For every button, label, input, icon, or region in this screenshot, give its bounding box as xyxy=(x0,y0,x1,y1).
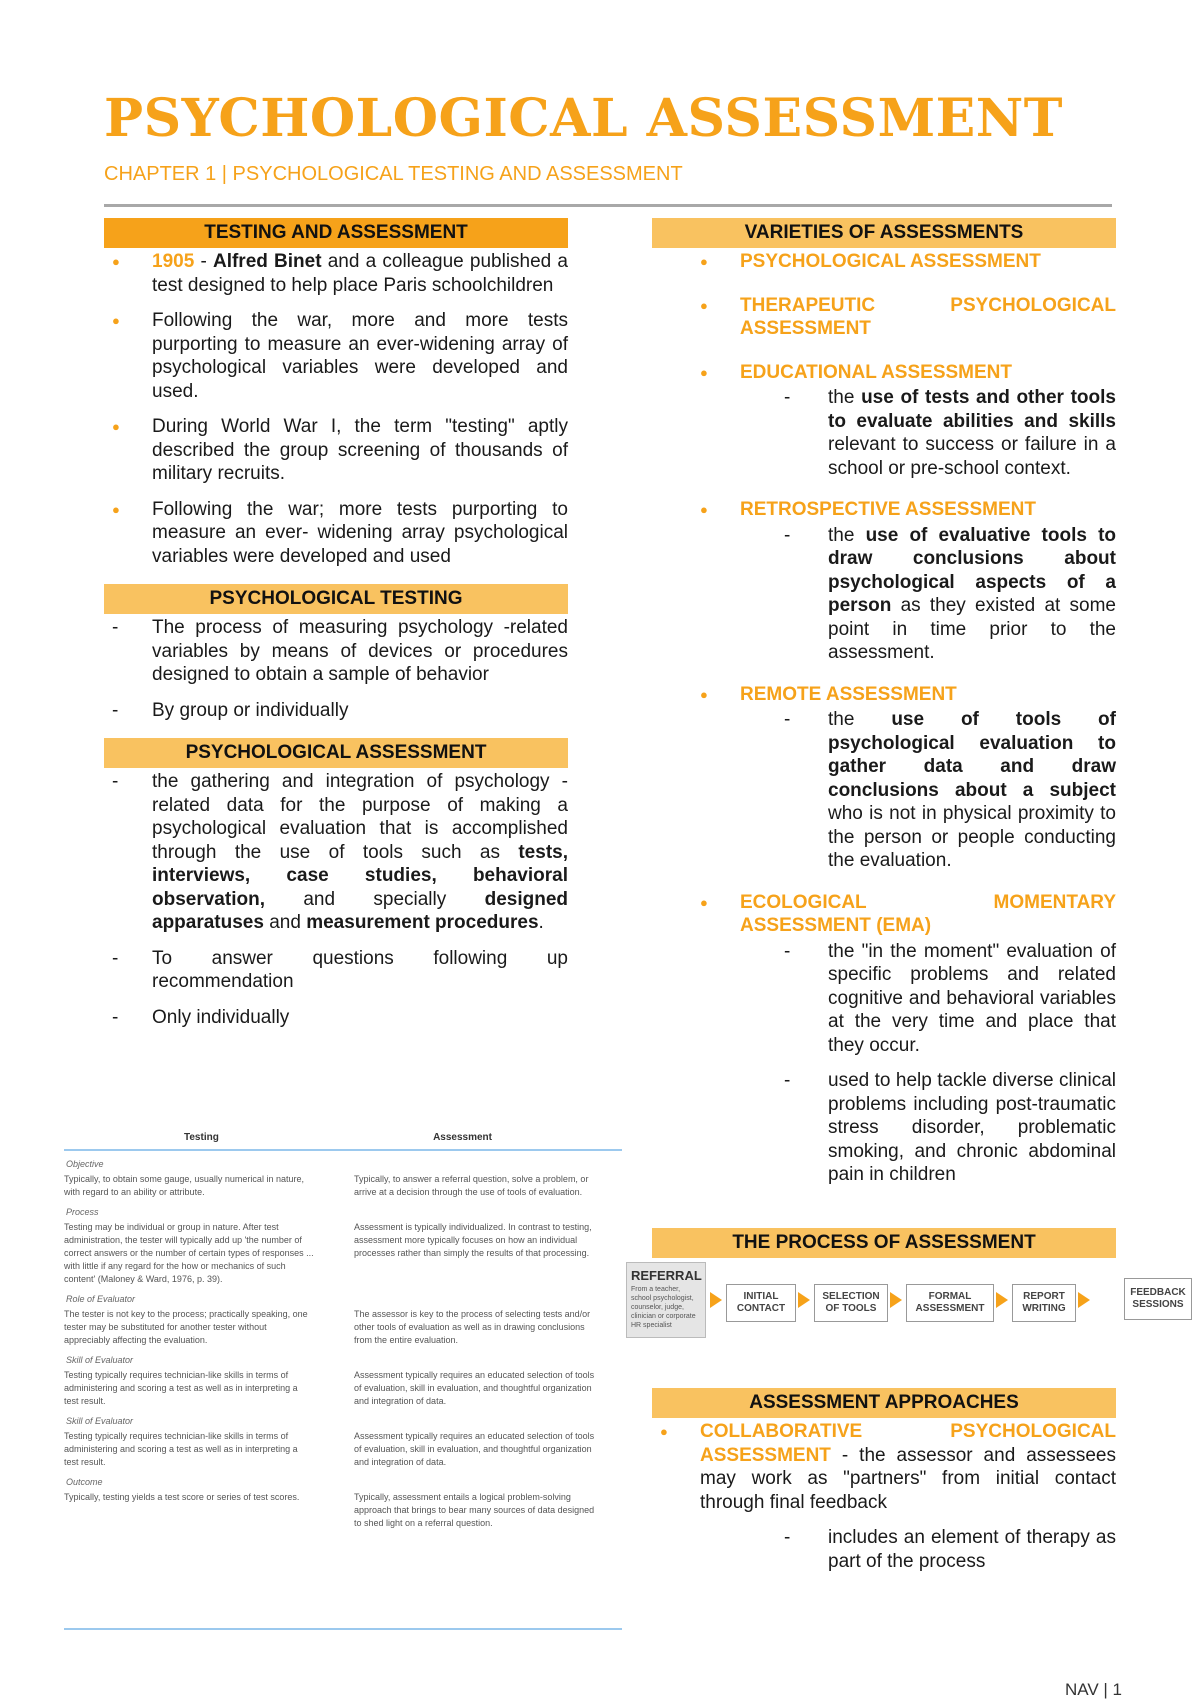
arrow-icon xyxy=(1078,1292,1090,1308)
table-row xyxy=(64,1430,622,1469)
title-divider xyxy=(104,204,1112,207)
table-cell-testing: Testing typically requires technician-like skills in terms of administering and scoring a test as well as in interpreting a test result. xyxy=(64,1431,298,1467)
table-cell-assessment: Assessment typically requires an educated selection of tools of evaluation, skill in evaluation, and thoughtful organization and integration of data. xyxy=(354,1431,595,1467)
page-footer: NAV | 1 xyxy=(1064,1680,1122,1699)
variety-retrospective: ● RETROSPECTIVE ASSESSMENT xyxy=(652,498,1116,522)
table-row xyxy=(64,1308,622,1347)
process-flow-diagram xyxy=(626,1262,1186,1342)
table-section-label: Objective xyxy=(66,1159,104,1169)
right-column xyxy=(652,218,1116,1199)
approaches-list xyxy=(652,1420,1116,1573)
list-item: ● 1905 - Alfred Binet and a colleague published a test designed to help place Paris schoolchildren xyxy=(104,250,568,297)
left-column xyxy=(104,218,568,1041)
table-section-label: Skill of Evaluator xyxy=(66,1355,134,1365)
psychological-testing-list xyxy=(104,616,568,722)
section-header-psychological-testing: PSYCHOLOGICAL TESTING xyxy=(104,584,568,614)
section-header-approaches: ASSESSMENT APPROACHES xyxy=(652,1388,1116,1418)
table-header-testing: Testing xyxy=(184,1132,219,1143)
table-section-label: Skill of Evaluator xyxy=(66,1416,134,1426)
varieties-list xyxy=(652,250,1116,1187)
table-cell-testing: Typically, to obtain some gauge, usually numerical in nature, with regard to an ability or attribute. xyxy=(64,1174,304,1197)
variety-retrospective-desc: - the use of evaluative tools to draw conclusions about psychological aspects of a person as they existed at some point in time prior to the assessment. xyxy=(652,524,1116,665)
variety-remote-desc: - the use of tools of psychological evaluation to gather data and draw conclusions about a subject who is not in physical proximity to the person or people conducting the evaluation. xyxy=(652,708,1116,873)
table-body xyxy=(64,1159,622,1530)
section-header-varieties: VARIETIES OF ASSESSMENTS xyxy=(652,218,1116,248)
approaches-section xyxy=(652,1388,1116,1585)
table-row xyxy=(64,1173,622,1199)
psychological-assessment-list xyxy=(104,770,568,1029)
arrow-icon xyxy=(996,1292,1008,1308)
variety-remote: ● REMOTE ASSESSMENT xyxy=(652,683,1116,707)
process-step-selection-of-tools: SELECTION OF TOOLS xyxy=(814,1284,888,1322)
table-cell-testing: Testing typically requires technician-like skills in terms of administering and scoring a test as well as in interpreting a test result. xyxy=(64,1370,298,1406)
variety-therapeutic: ● THERAPEUTIC PSYCHOLOGICAL ASSESSMENT xyxy=(652,294,1116,341)
table-section-label: Process xyxy=(66,1207,99,1217)
table-cell-testing: Testing may be individual or group in nature. After test administration, the tester will typically add up 'the number of correct answers or the number of certain types of responses ... with little if any regard for the how or mechanics of such content' (Maloney & Ward, 1976, p. 39). xyxy=(64,1222,314,1284)
list-item: - includes an element of therapy as part of the process xyxy=(652,1526,1116,1573)
arrow-icon xyxy=(798,1292,810,1308)
table-header-assessment: Assessment xyxy=(433,1132,492,1143)
process-step-formal-assessment: FORMAL ASSESSMENT xyxy=(906,1284,994,1322)
section-header-process: THE PROCESS OF ASSESSMENT xyxy=(652,1228,1116,1258)
table-cell-assessment: Assessment typically requires an educated selection of tools of evaluation, skill in evaluation, and thoughtful organization and integration of data. xyxy=(354,1370,595,1406)
list-item: - To answer questions following up recommendation xyxy=(104,947,568,994)
variety-educational-desc: - the use of tests and other tools to evaluate abilities and skills relevant to success or failure in a school or pre-school context. xyxy=(652,386,1116,480)
arrow-icon xyxy=(710,1292,722,1308)
process-step-feedback-sessions: FEEDBACK SESSIONS xyxy=(1124,1278,1192,1320)
page-title: PSYCHOLOGICAL ASSESSMENT xyxy=(104,88,1063,149)
table-cell-testing: The tester is not key to the process; practically speaking, one tester may be substituted for another tester without appreciably affecting the evaluation. xyxy=(64,1309,308,1345)
table-header-row xyxy=(64,1132,622,1143)
process-step-report-writing: REPORT WRITING xyxy=(1012,1284,1076,1322)
process-step-referral: REFERRAL From a teacher, school psychologist, counselor, judge, clinician or corporate HR specialist xyxy=(626,1262,706,1338)
list-item: - The process of measuring psychology -related variables by means of devices or procedures designed to obtain a sample of behavior xyxy=(104,616,568,687)
table-row xyxy=(64,1221,622,1286)
list-item: ● Following the war, more and more tests purporting to measure an ever-widening array of psychological variables were developed and used. xyxy=(104,309,568,403)
variety-ema: ● ECOLOGICAL MOMENTARY ASSESSMENT (EMA) xyxy=(652,891,1116,938)
table-section-label: Role of Evaluator xyxy=(66,1294,136,1304)
section-header-testing-assessment: TESTING AND ASSESSMENT xyxy=(104,218,568,248)
table-row xyxy=(64,1491,622,1530)
process-step-initial-contact: INITIAL CONTACT xyxy=(726,1284,796,1322)
table-cell-assessment: Assessment is typically individualized. In contrast to testing, assessment more typically focuses on how an individual processes rather than simply the results of that processing. xyxy=(354,1222,592,1258)
list-item: ● During World War I, the term "testing" aptly described the group screening of thousands of military recruits. xyxy=(104,415,568,486)
variety-psychological-assessment: ● PSYCHOLOGICAL ASSESSMENT xyxy=(652,250,1116,274)
table-cell-assessment: The assessor is key to the process of selecting tests and/or other tools of evaluation as well as in drawing conclusions from the entire evaluation. xyxy=(354,1309,591,1345)
testing-assessment-list xyxy=(104,250,568,568)
list-item: ● COLLABORATIVE PSYCHOLOGICAL ASSESSMENT - the assessor and assessees may work as "partners" from initial contact through final feedback xyxy=(652,1420,1116,1514)
variety-ema-desc-2: - used to help tackle diverse clinical problems including post-traumatic stress disorder, problematic smoking, and chronic abdominal pain in children xyxy=(652,1069,1116,1187)
table-section-label: Outcome xyxy=(66,1477,103,1487)
table-row xyxy=(64,1369,622,1408)
list-item: - By group or individually xyxy=(104,699,568,723)
table-cell-testing: Typically, testing yields a test score or series of test scores. xyxy=(64,1492,300,1502)
table-cell-assessment: Typically, to answer a referral question, solve a problem, or arrive at a decision through the use of tools of evaluation. xyxy=(354,1174,589,1197)
page-subtitle: CHAPTER 1 | PSYCHOLOGICAL TESTING AND ASSESSMENT xyxy=(104,163,683,185)
arrow-icon xyxy=(890,1292,902,1308)
list-item: ● Following the war; more tests purporting to measure an ever- widening array psychological variables were developed and used xyxy=(104,498,568,569)
section-header-psychological-assessment: PSYCHOLOGICAL ASSESSMENT xyxy=(104,738,568,768)
variety-ema-desc-1: - the "in the moment" evaluation of specific problems and related cognitive and behavioral variables at the very time and place that they occur. xyxy=(652,940,1116,1058)
variety-educational: ● EDUCATIONAL ASSESSMENT xyxy=(652,361,1116,385)
table-bottom-rule xyxy=(64,1628,622,1630)
list-item: - Only individually xyxy=(104,1006,568,1030)
table-cell-assessment: Typically, assessment entails a logical problem-solving approach that brings to bear many sources of data designed to shed light on a referral question. xyxy=(354,1492,595,1528)
list-item: - the gathering and integration of psychology - related data for the purpose of making a psychological evaluation that is accomplished through the use of tools such as tests, interviews, case studies, behavioral observation, and specially designed apparatuses and measurement procedures. xyxy=(104,770,568,935)
testing-vs-assessment-table xyxy=(64,1132,622,1630)
table-top-rule xyxy=(64,1149,622,1151)
